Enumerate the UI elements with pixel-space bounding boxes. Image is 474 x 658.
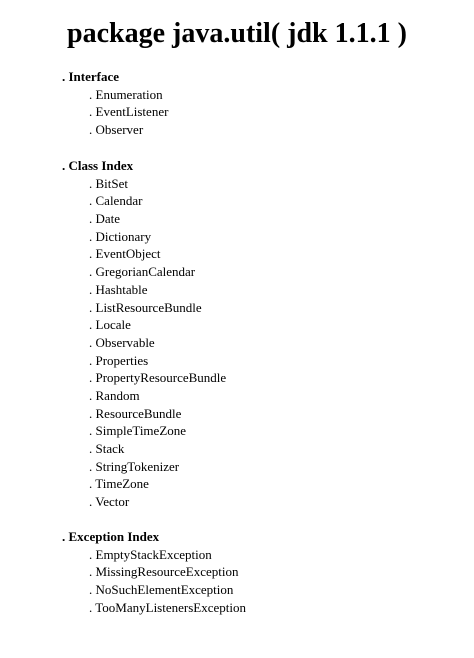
- bullet: .: [89, 458, 96, 474]
- item-label: Dictionary: [95, 228, 152, 244]
- section-class-index: [62, 157, 462, 511]
- list-item: [62, 245, 462, 263]
- heading-label: Exception Index: [68, 529, 160, 544]
- list-item: [62, 546, 462, 564]
- item-label: StringTokenizer: [95, 458, 180, 474]
- bullet: .: [89, 405, 96, 421]
- item-label: PropertyResourceBundle: [95, 370, 227, 386]
- list-item: [62, 475, 462, 493]
- list-item: [62, 192, 462, 210]
- bullet: .: [89, 582, 96, 598]
- item-label: BitSet: [95, 175, 129, 191]
- list-item: [62, 458, 462, 476]
- list-item: [62, 599, 462, 617]
- bullet: .: [62, 69, 69, 84]
- page-title: package java.util( jdk 1.1.1 ): [67, 18, 407, 49]
- bullet: .: [62, 158, 69, 173]
- section-interface: [62, 68, 462, 139]
- list-item: [62, 281, 462, 299]
- heading-label: Interface: [68, 69, 120, 84]
- item-label: Enumeration: [95, 86, 163, 102]
- interface-list: [62, 86, 462, 139]
- section-heading-class-index: [62, 157, 462, 175]
- item-label: EventListener: [95, 104, 169, 120]
- item-label: Properties: [95, 352, 149, 368]
- list-item: [62, 228, 462, 246]
- heading-label: Class Index: [68, 158, 134, 173]
- item-label: Date: [95, 211, 121, 227]
- exception-index-list: [62, 546, 462, 617]
- list-item: [62, 175, 462, 193]
- class-index-list: [62, 175, 462, 511]
- list-item: [62, 352, 462, 370]
- bullet: .: [89, 246, 96, 262]
- list-item: [62, 334, 462, 352]
- list-item: [62, 369, 462, 387]
- bullet: .: [89, 494, 96, 510]
- bullet: .: [89, 175, 96, 191]
- item-label: EmptyStackException: [95, 546, 212, 562]
- bullet: .: [89, 564, 96, 580]
- item-label: ResourceBundle: [95, 405, 182, 421]
- section-exception-index: [62, 528, 462, 616]
- item-label: Hashtable: [95, 281, 148, 297]
- bullet: .: [89, 546, 96, 562]
- item-label: Observable: [95, 334, 155, 350]
- item-label: MissingResourceException: [95, 564, 239, 580]
- list-item: [62, 387, 462, 405]
- bullet: .: [89, 441, 96, 456]
- bullet: .: [89, 86, 96, 102]
- bullet: .: [89, 281, 96, 297]
- bullet: .: [89, 370, 96, 386]
- item-label: Random: [95, 387, 140, 403]
- section-heading-interface: [62, 68, 462, 86]
- bullet: .: [89, 299, 96, 315]
- section-heading-exception-index: [62, 528, 462, 546]
- bullet: .: [62, 529, 69, 544]
- item-label: ListResourceBundle: [95, 299, 202, 315]
- bullet: .: [89, 387, 96, 403]
- list-item: [62, 422, 462, 440]
- item-label: SimpleTimeZone: [95, 423, 187, 439]
- bullet: .: [89, 228, 96, 244]
- list-item: [62, 316, 462, 334]
- bullet: .: [89, 317, 96, 333]
- list-item: [62, 299, 462, 317]
- list-item: [62, 563, 462, 581]
- item-label: Vector: [95, 494, 130, 510]
- bullet: .: [89, 122, 96, 138]
- item-label: TooManyListenersException: [95, 599, 246, 615]
- bullet: .: [89, 599, 96, 615]
- list-item: [62, 263, 462, 281]
- list-item: [62, 440, 462, 458]
- bullet: .: [89, 211, 96, 227]
- item-label: Observer: [95, 122, 144, 138]
- bullet: .: [89, 352, 96, 368]
- item-label: Stack: [95, 441, 125, 456]
- item-label: NoSuchElementException: [95, 582, 234, 598]
- item-label: GregorianCalendar: [95, 264, 196, 280]
- bullet: .: [89, 264, 96, 280]
- bullet: .: [89, 104, 96, 120]
- item-label: TimeZone: [95, 476, 149, 492]
- bullet: .: [89, 334, 96, 350]
- list-item: [62, 581, 462, 599]
- list-item: [62, 121, 462, 139]
- list-item: [62, 103, 462, 121]
- bullet: .: [89, 423, 96, 439]
- item-label: Locale: [95, 317, 131, 333]
- list-item: [62, 405, 462, 423]
- item-label: EventObject: [95, 246, 161, 262]
- bullet: .: [89, 193, 96, 209]
- list-item: [62, 86, 462, 104]
- list-item: [62, 210, 462, 228]
- item-label: Calendar: [95, 193, 143, 209]
- bullet: .: [89, 476, 96, 492]
- list-item: [62, 493, 462, 511]
